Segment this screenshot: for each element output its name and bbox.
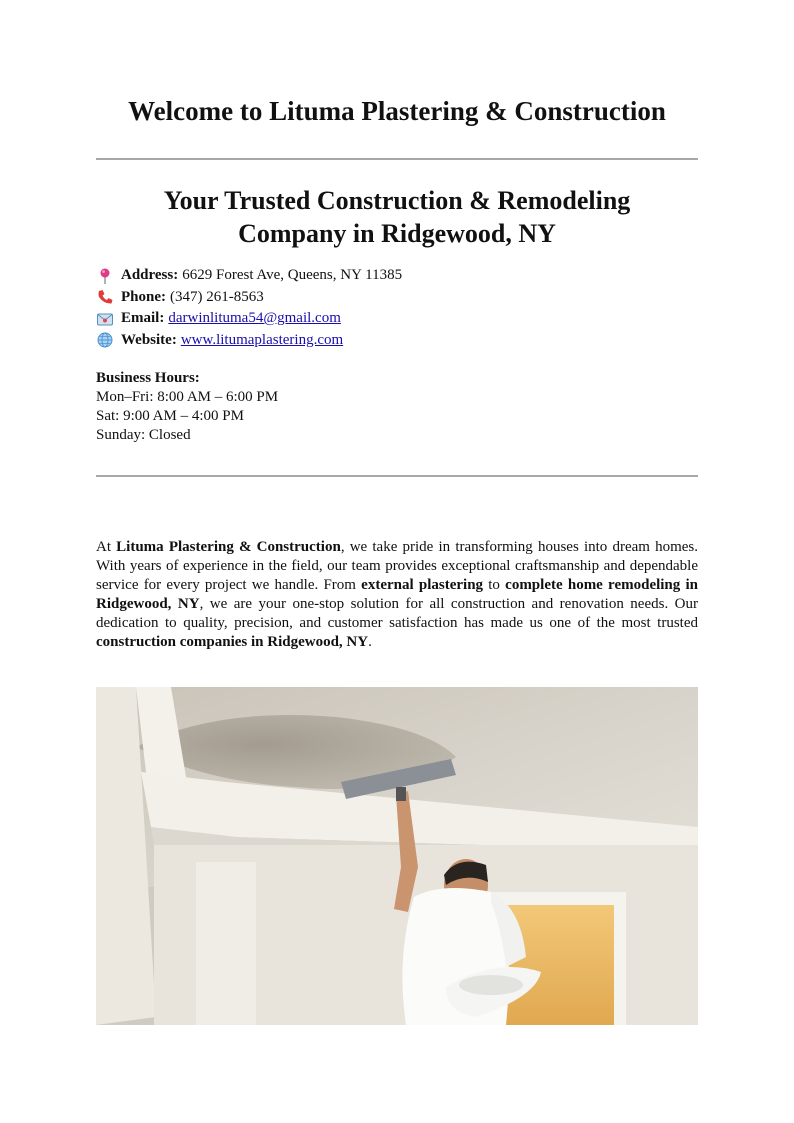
contact-email <box>96 308 402 330</box>
contact-website <box>96 330 402 352</box>
intro-bold-company: Lituma Plastering & Construction <box>116 539 341 555</box>
divider-top <box>96 158 698 160</box>
hours-sunday: Sunday: Closed <box>96 427 191 443</box>
phone-icon <box>96 288 114 306</box>
page-title: Welcome to Lituma Plastering & Construction <box>128 96 666 126</box>
intro-text-4: , we are your one-stop solution for all construction and renovation needs. Our dedication to quality, precision, and customer satisfaction has made us one of the most trusted <box>96 596 699 631</box>
globe-icon <box>96 331 114 349</box>
subtitle-line-2: Company in Ridgewood, NY <box>238 219 556 248</box>
intro-text-1: At <box>96 539 117 555</box>
map-pin-icon <box>96 267 114 285</box>
address-value: 6629 Forest Ave, Queens, NY 11385 <box>182 267 403 283</box>
intro-text-3: to <box>483 577 506 593</box>
website-link[interactable]: www.litumaplastering.com <box>180 331 344 348</box>
business-hours <box>96 369 278 445</box>
photo-illustration <box>96 687 698 1025</box>
contact-phone <box>96 287 402 309</box>
envelope-icon <box>96 310 114 328</box>
hours-weekdays: Mon–Fri: 8:00 AM – 6:00 PM <box>96 389 279 405</box>
hours-saturday: Sat: 9:00 AM – 4:00 PM <box>96 408 244 424</box>
intro-text-5: . <box>368 634 372 650</box>
contact-list <box>96 265 402 351</box>
intro-bold-external-plastering: external plastering <box>361 577 484 593</box>
page-subtitle <box>96 184 698 250</box>
phone-value: (347) 261-8563 <box>170 288 264 305</box>
address-label: Address: <box>121 267 179 283</box>
email-link[interactable]: darwinlituma54@gmail.com <box>168 310 341 326</box>
email-label: Email: <box>121 310 165 326</box>
divider-bottom <box>96 475 698 477</box>
intro-text-2: , we take pride in transforming houses into dream homes. With years of experience in the field, our team provides exceptional craftsmanship and dependable service for every project we handle. From <box>96 539 698 593</box>
intro-bold-remodeling: complete home remodeling in Ridgewood, NY <box>96 577 699 612</box>
intro-paragraph <box>96 538 698 652</box>
phone-label: Phone: <box>121 288 166 305</box>
website-label: Website: <box>121 331 177 348</box>
subtitle-line-1: Your Trusted Construction & Remodeling <box>163 186 631 215</box>
intro-bold-construction-companies: construction companies in Ridgewood, NY <box>96 634 369 650</box>
plastering-photo <box>96 687 698 1025</box>
contact-address <box>96 265 402 287</box>
hours-title: Business Hours: <box>96 370 200 386</box>
